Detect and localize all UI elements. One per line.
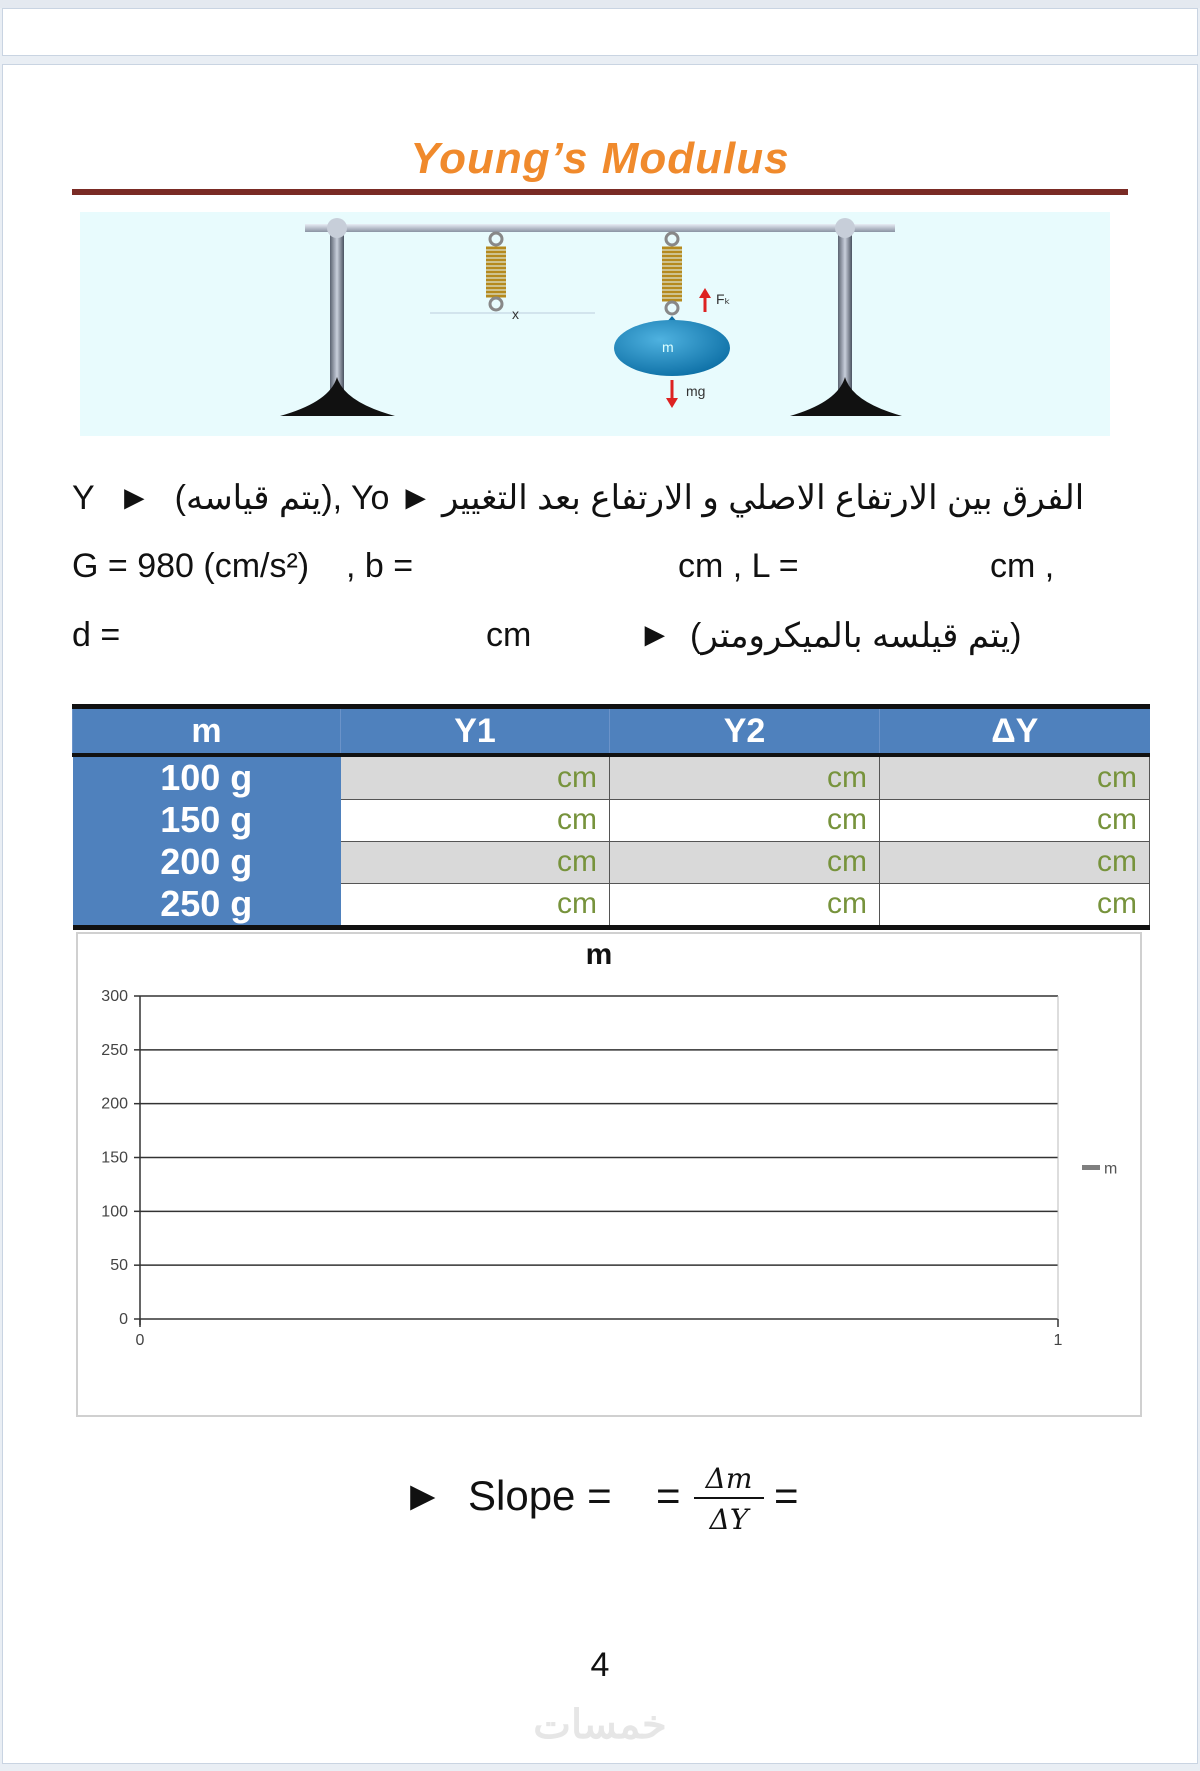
yo-symbol: , Yo [332, 479, 390, 517]
chart-title: m [585, 938, 613, 971]
table-row [73, 755, 1150, 799]
y1-cell[interactable]: cm [341, 799, 610, 841]
y2-cell[interactable]: cm [610, 799, 880, 841]
mass-cell: 150 g [73, 799, 341, 841]
arrow-icon: ► [402, 1472, 444, 1519]
slope-numerator: Δm [705, 1462, 753, 1495]
delta-y-cell[interactable]: cm [880, 841, 1150, 883]
table-row [73, 883, 1150, 928]
y-tick-label: 0 [119, 1311, 128, 1328]
slope-label: Slope = [468, 1472, 612, 1519]
delta-y-cell[interactable]: cm [880, 799, 1150, 841]
svg-text:mg: mg [686, 383, 706, 399]
header-mass: m [73, 707, 341, 756]
previous-page-edge [2, 8, 1198, 56]
y-tick-label: 50 [110, 1257, 128, 1275]
y-tick-label: 300 [101, 988, 128, 1005]
table-row [73, 841, 1150, 883]
top-strip [0, 0, 1200, 8]
fraction-bar [694, 1497, 764, 1499]
page-title: Young’s Modulus [410, 134, 790, 183]
y1-cell[interactable]: cm [341, 841, 610, 883]
page-number: 4 [590, 1646, 610, 1684]
header-y1: Y1 [341, 707, 610, 756]
y2-cell[interactable]: cm [610, 883, 880, 928]
chart-frame [76, 932, 1142, 1417]
y2-cell[interactable]: cm [610, 841, 880, 883]
table-header-row [73, 707, 1150, 756]
mass-cell: 200 g [73, 841, 341, 883]
y-measured-note: (يتم قياسه) [174, 479, 333, 517]
definition-line-1 [72, 478, 1084, 518]
y2-cell[interactable]: cm [610, 755, 880, 799]
y1-cell[interactable]: cm [341, 883, 610, 928]
d-measured-note: (يتم قيلسه بالميكرومتر) [690, 617, 1022, 655]
arrow-icon: ► [117, 479, 152, 517]
legend-label: m [1104, 1160, 1118, 1178]
l-unit: cm , [990, 547, 1055, 585]
x-tick-label: 1 [1053, 1332, 1063, 1349]
watermark-logo: خمسات [533, 1703, 667, 1747]
slope-denominator: ΔY [709, 1503, 749, 1536]
spring-apparatus-illustration [80, 212, 1110, 436]
svg-text:x: x [512, 306, 519, 322]
delta-y-cell[interactable]: cm [880, 883, 1150, 928]
measurement-table [72, 704, 1150, 930]
y1-cell[interactable]: cm [341, 755, 610, 799]
header-y2: Y2 [610, 707, 880, 756]
y-symbol: Y [72, 479, 95, 517]
y-tick-label: 200 [101, 1095, 128, 1113]
arrow-icon: ► [398, 479, 433, 517]
y-tick-label: 250 [101, 1041, 128, 1059]
header-delta-y: ΔY [880, 707, 1150, 756]
mass-cell: 100 g [73, 755, 341, 799]
svg-text:Fₖ: Fₖ [716, 291, 731, 307]
g-value: G = 980 (cm/s²) [72, 547, 310, 585]
delta-y-cell[interactable]: cm [880, 755, 1150, 799]
empty-line-chart [78, 934, 1140, 1415]
d-unit: cm [486, 616, 532, 654]
b-label: , b = [346, 547, 414, 585]
y-tick-label: 150 [101, 1149, 128, 1167]
x-tick-label: 0 [135, 1332, 145, 1349]
table-row [73, 799, 1150, 841]
slope-equals: = [656, 1472, 681, 1519]
yo-definition: الفرق بين الارتفاع الاصلي و الارتفاع بعد التغيير [441, 479, 1085, 517]
slope-equals-end: = [774, 1472, 799, 1519]
mass-cell: 250 g [73, 883, 341, 928]
d-label: d = [72, 616, 121, 654]
svg-text:m: m [662, 339, 674, 355]
y-tick-label: 100 [101, 1203, 128, 1221]
title-underline [72, 189, 1128, 195]
arrow-icon: ► [638, 616, 672, 654]
l-label: cm , L = [678, 547, 799, 585]
